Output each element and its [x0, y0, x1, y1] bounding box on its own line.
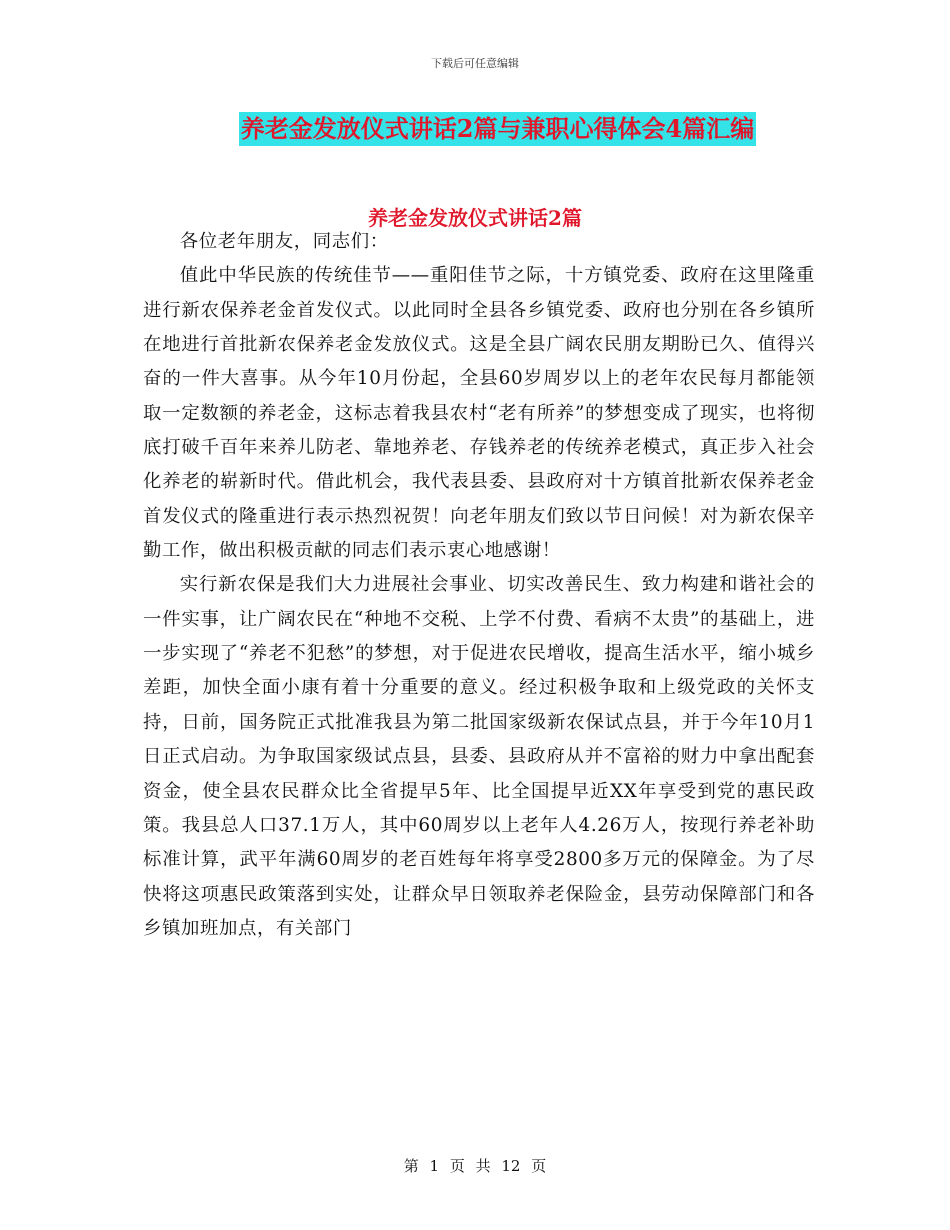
page-footer: 第 1 页 共 12 页 [403, 1157, 547, 1175]
page-header-note: 下载后可任意编辑 [431, 57, 519, 70]
document-body [143, 225, 815, 946]
section-title: 养老金发放仪式讲话2篇 [368, 206, 582, 230]
greeting-paragraph: 各位老年朋友，同志们： [179, 231, 389, 252]
body-paragraph-2: 实行新农保是我们大力进展社会事业、切实改善民生、致力构建和谐社会的一件实事，让广阔农民在“种地不交税、上学不付费、看病不太贵”的基础上，进一步实现了“养老不犯愁”的梦想，对于促进农民增收，提高生活水平，缩小城乡差距，加快全面小康有着十分重要的意义。经过积极争取和上级党政的关怀支持，日前，国务院正式批准我县为第二批国家级新农保试点县，并于今年10月1日正式启动。为争取国家级试点县，县委、县政府从并不富裕的财力中拿出配套资金，使全县农民群众比全省提早5年、比全国提早近XX年享受到党的惠民政策。我县总人口37.1万人，其中60周岁以上老年人4.26万人，按现行养老补助标准计算，武平年满60周岁的老百姓每年将享受2800多万元的保障金。为了尽快将这项惠民政策落到实处，让群众早日领取养老保险金，县劳动保障部门和各乡镇加班加点，有关部门 [143, 574, 815, 939]
body-paragraph-1: 值此中华民族的传统佳节——重阳佳节之际，十方镇党委、政府在这里隆重进行新农保养老金首发仪式。以此同时全县各乡镇党委、政府也分别在各乡镇所在地进行首批新农保养老金发放仪式。这是全县广阔农民朋友期盼已久、值得兴奋的一件大喜事。从今年10月份起，全县60岁周岁以上的老年农民每月都能领取一定数额的养老金，这标志着我县农村“老有所养”的梦想变成了现实，也将彻底打破千百年来养儿防老、靠地养老、存钱养老的传统养老模式，真正步入社会化养老的崭新时代。借此机会，我代表县委、县政府对十方镇首批新农保养老金首发仪式的隆重进行表示热烈祝贺！向老年朋友们致以节日问候！对为新农保辛勤工作，做出积极贡献的同志们表示衷心地感谢！ [143, 265, 815, 562]
document-title-container [0, 112, 950, 146]
document-title: 养老金发放仪式讲话2篇与兼职心得体会4篇汇编 [239, 112, 756, 146]
